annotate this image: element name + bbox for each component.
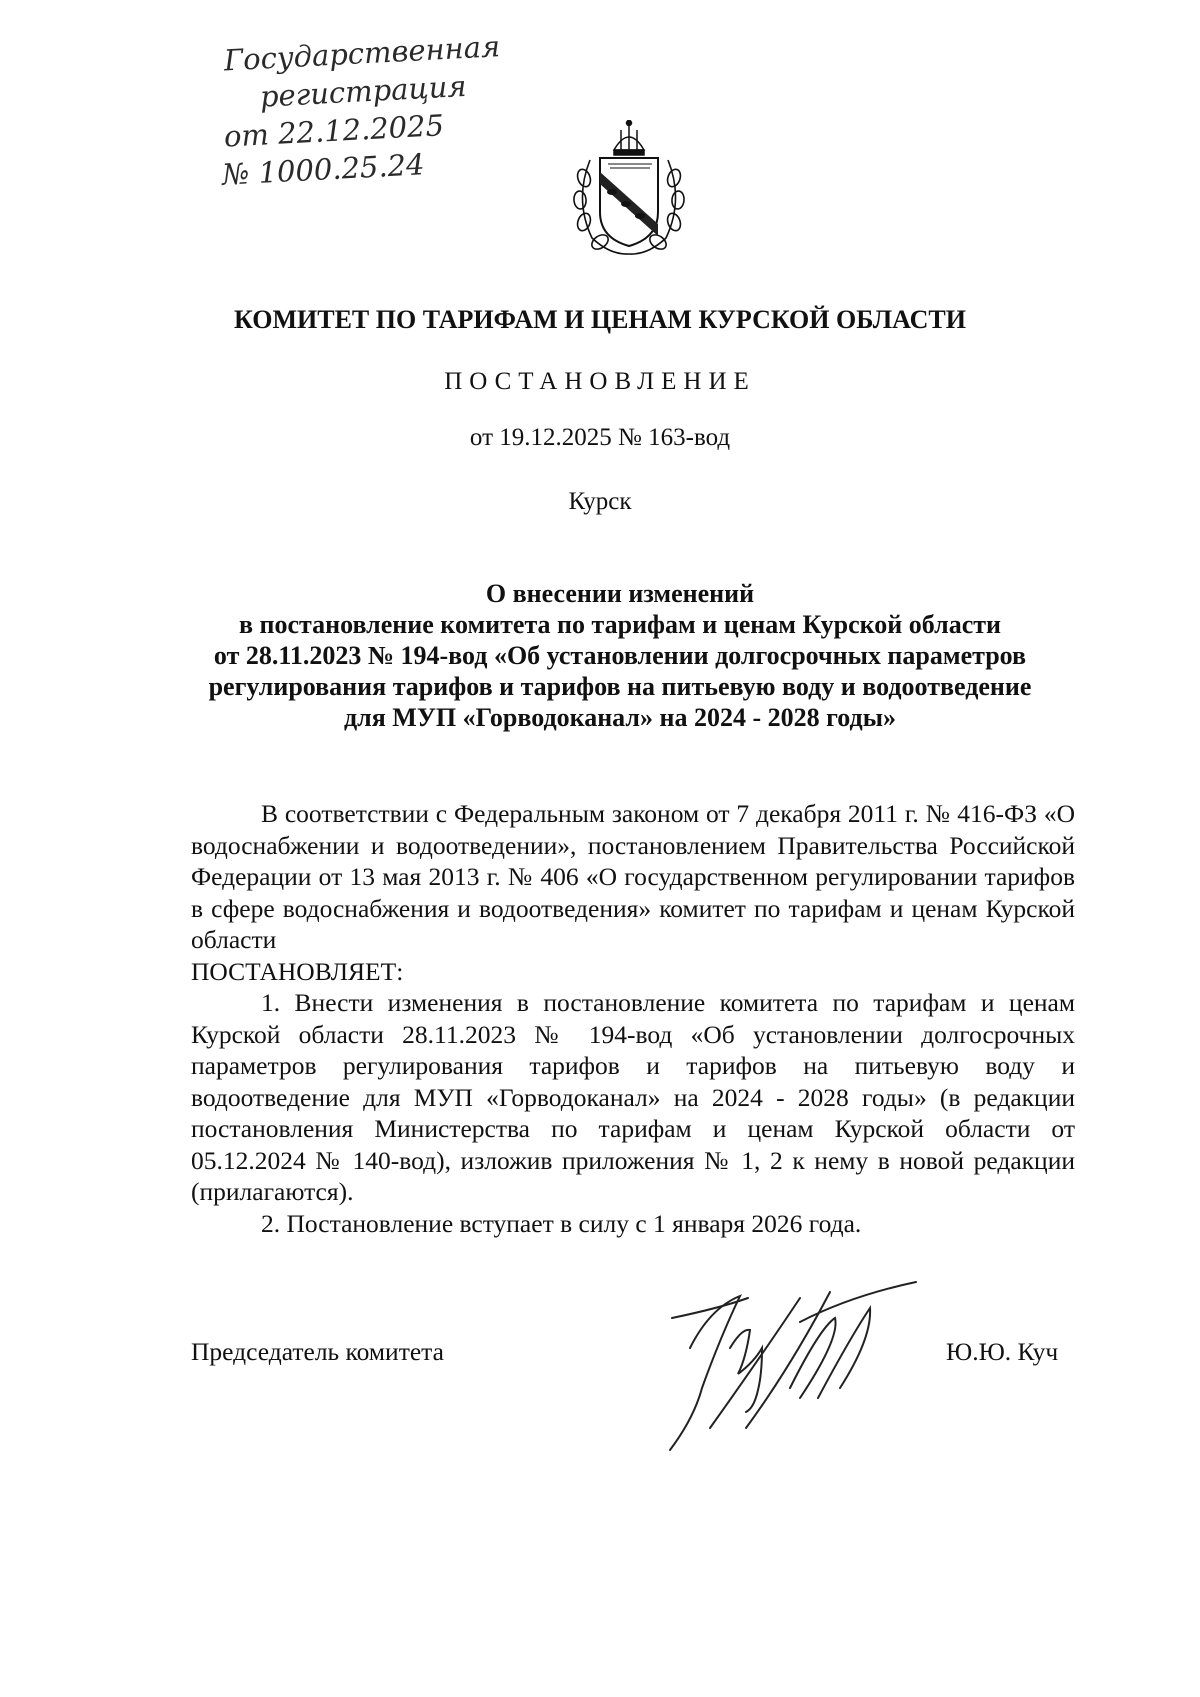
title-line: О внесении изменений (485, 579, 755, 608)
note-line: № 1000.25.24 (221, 147, 426, 192)
item-2-paragraph: 2. Постановление вступает в силу с 1 января 2026 года. (261, 1208, 862, 1238)
title-line: от 28.11.2023 № 194-вод «Об установлении долгосрочных параметров (213, 641, 1027, 670)
document-title (180, 578, 1060, 733)
resolves-statement: ПОСТАНОВЛЯЕТ: (191, 956, 404, 986)
note-line: регистрация (259, 68, 468, 114)
organization-name: КОМИТЕТ ПО ТАРИФАМ И ЦЕНАМ КУРСКОЙ ОБЛАСТИ (234, 305, 966, 334)
preamble-paragraph: В соответствии с Федеральным законом от 7 декабря 2011 г. № 416-ФЗ «О водоснабжении и водоотведении», постановлением Правительства Российской Федерации от 13 мая 2013 г. № 406 «О государственном регулировании тарифов в сфере водоснабжения и водоотведения» комитет по тарифам и ценам Курской области (191, 799, 1075, 954)
note-line: от 22.12.2025 (223, 108, 445, 154)
document-body (191, 798, 1075, 1239)
title-line: регулирования тарифов и тарифов на питьевую воду и водоотведение (208, 672, 1032, 701)
registration-handwritten-note (215, 25, 553, 194)
item-1-paragraph: 1. Внести изменения в постановление комитета по тарифам и ценам Курской области 28.11.2023 № 194-вод «Об установлении долгосрочных параметров регулирования тарифов и тарифов на питьевую воду и водоотведение для МУП «Горводоканал» на 2024 - 2028 годы» (в редакции постановления Министерства по тарифам и ценам Курской области от 05.12.2024 № 140-вод), изложив приложения № 1, 2 к нему в новой редакции (прилагаются). (191, 988, 1075, 1206)
handwritten-signature (650, 1278, 920, 1453)
document-type: ПОСТАНОВЛЕНИЕ (444, 368, 756, 395)
kursk-coat-of-arms-icon (570, 120, 688, 260)
document-city: Курск (568, 488, 632, 515)
signer-name: Ю.Ю. Куч (946, 1337, 1059, 1366)
note-line: Государственная (223, 29, 501, 78)
document-date-number: от 19.12.2025 № 163-вод (469, 424, 731, 451)
title-line: в постановление комитета по тарифам и ценам Курской области (239, 610, 1001, 639)
title-line: для МУП «Горводоканал» на 2024 - 2028 годы» (343, 703, 897, 732)
signer-position: Председатель комитета (191, 1337, 444, 1366)
